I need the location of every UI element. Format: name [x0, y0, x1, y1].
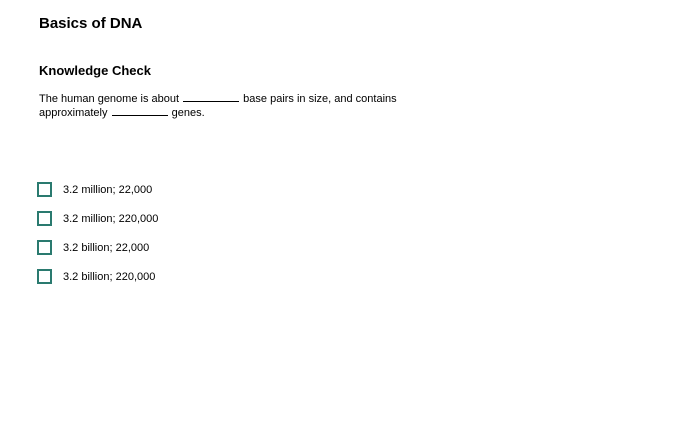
- checkbox-2[interactable]: [37, 211, 52, 226]
- answer-option-label: 3.2 million; 22,000: [63, 183, 153, 196]
- answer-option-4[interactable]: [37, 267, 158, 286]
- checkbox-1[interactable]: [37, 182, 52, 197]
- page-title: Basics of DNA: [39, 15, 143, 32]
- answer-option-2[interactable]: [37, 209, 158, 228]
- checkbox-3[interactable]: [37, 240, 52, 255]
- answer-option-label: 3.2 billion; 220,000: [63, 270, 156, 283]
- answer-option-3[interactable]: [37, 238, 158, 257]
- blank-2: [112, 106, 168, 116]
- answer-option-label: 3.2 million; 220,000: [63, 212, 159, 225]
- blank-1: [183, 92, 239, 102]
- question-part-3: approximately: [39, 107, 108, 119]
- answer-option-label: 3.2 billion; 22,000: [63, 241, 150, 254]
- question-text: [39, 92, 459, 120]
- answer-option-1[interactable]: [37, 180, 158, 199]
- question-part-4: genes.: [171, 107, 205, 119]
- checkbox-4[interactable]: [37, 269, 52, 284]
- section-title: Knowledge Check: [39, 63, 151, 78]
- question-part-2: base pairs in size, and contains: [243, 93, 397, 105]
- question-part-1: The human genome is about: [39, 93, 180, 105]
- answer-options: [37, 180, 158, 296]
